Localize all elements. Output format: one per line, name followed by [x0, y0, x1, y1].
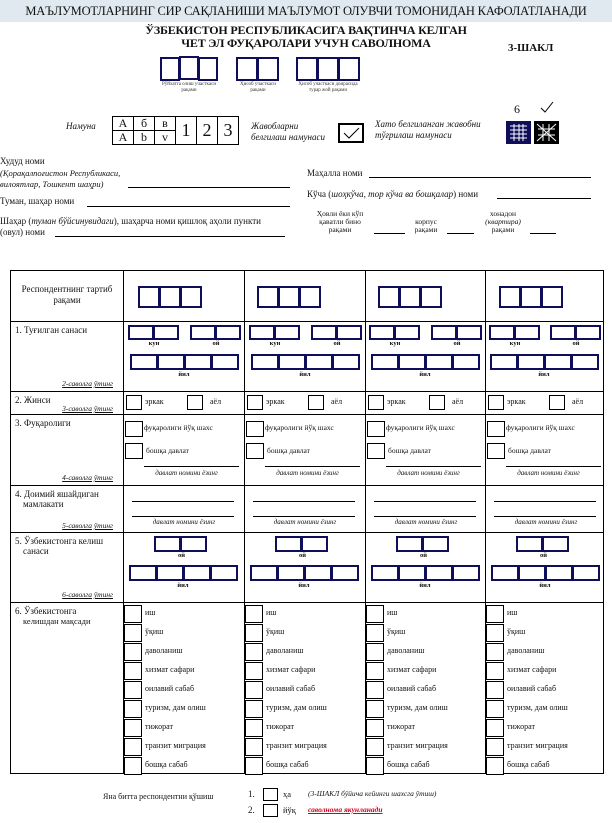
- no-label: йўқ: [283, 805, 296, 815]
- purpose-option-label: бошқа сабаб: [507, 760, 550, 769]
- purpose-option-label: ўқиш: [507, 627, 526, 636]
- purpose-option-label: оилавий сабаб: [266, 684, 316, 693]
- purpose-option-label: транзит миграция: [145, 741, 206, 750]
- purpose-option-label: оилавий сабаб: [387, 684, 437, 693]
- country-line-1[interactable]: [132, 501, 234, 502]
- answer-mark-label: Жавобларни белгилаш намунаси: [251, 121, 325, 142]
- purpose-option-label: ўқиш: [266, 627, 285, 636]
- sample-label: Намуна: [66, 121, 96, 131]
- stateless-checkbox[interactable]: [367, 421, 385, 437]
- purpose-checkbox[interactable]: [366, 624, 384, 642]
- purpose-option-label: транзит миграция: [387, 741, 448, 750]
- correction-check-icon: [539, 100, 555, 116]
- purpose-checkbox[interactable]: [245, 719, 263, 737]
- country-name-input[interactable]: [144, 466, 239, 467]
- row-citizenship: 3. Фуқаролиги 4-саволга ўтинг фуқаролиги йўқ шахс бошқа давлат давлат номини ёзинг фуқаролиги йўқ шахс бошқа давлат давлат номини ёзинг фуқаролиги йўқ шахс бошқа давлат давлат номини ёзинг фуқаролиги йўқ шахс бошқа давлат давлат номини ёзинг: [11, 414, 603, 485]
- purpose-checkbox[interactable]: [366, 605, 384, 623]
- respondent-4-residence: давлат номини ёзинг: [485, 486, 603, 532]
- purpose-option-label: хизмат сафари: [387, 665, 437, 674]
- yes-note: (3-ШАКЛ бўйича кейинги шахсга ўтиш): [308, 789, 437, 798]
- stateless-checkbox[interactable]: [246, 421, 264, 437]
- settlement-input[interactable]: [55, 236, 285, 237]
- purpose-checkbox[interactable]: [366, 738, 384, 756]
- mahalla-input[interactable]: [369, 177, 591, 178]
- stateless-checkbox[interactable]: [125, 421, 143, 437]
- purpose-option-label: туризм, дам олиш: [145, 703, 206, 712]
- purpose-checkbox[interactable]: [245, 681, 263, 699]
- row-birth-date: 1. Туғилган санаси 2-саволга ўтинг кун ой йил кун ой йил кун ой йил кун ой йил: [11, 321, 603, 391]
- mahalla-label: Маҳалла номи: [307, 168, 363, 178]
- purpose-option-label: иш: [145, 608, 156, 617]
- purpose-option-label: даволаниш: [387, 646, 425, 655]
- purpose-checkbox[interactable]: [486, 643, 504, 661]
- form-code: 3-ШАКЛ: [508, 42, 554, 54]
- purpose-checkbox[interactable]: [124, 643, 142, 661]
- purpose-checkbox[interactable]: [124, 605, 142, 623]
- add-respondent-no-checkbox[interactable]: [263, 804, 278, 817]
- purpose-option-label: туризм, дам олиш: [266, 703, 327, 712]
- purpose-option-label: бошқа сабаб: [145, 760, 188, 769]
- purpose-checkbox[interactable]: [124, 757, 142, 775]
- country-name-input[interactable]: [386, 466, 481, 467]
- respondent-1-birth-date[interactable]: кун ой йил: [123, 322, 244, 391]
- purpose-checkbox[interactable]: [366, 662, 384, 680]
- other-state-checkbox[interactable]: [125, 443, 143, 459]
- purpose-checkbox[interactable]: [366, 700, 384, 718]
- country-name-input[interactable]: [506, 466, 601, 467]
- female-checkbox[interactable]: [308, 395, 324, 410]
- other-state-checkbox[interactable]: [246, 443, 264, 459]
- female-checkbox[interactable]: [549, 395, 565, 410]
- respondent-1-residence: давлат номини ёзинг: [123, 486, 244, 532]
- male-checkbox[interactable]: [368, 395, 384, 410]
- house-input[interactable]: [374, 233, 405, 234]
- purpose-checkbox[interactable]: [124, 624, 142, 642]
- purpose-checkbox[interactable]: [245, 643, 263, 661]
- confidentiality-banner: МАЪЛУМОТЛАРНИНГ СИР САҚЛАНИШИ МАЪЛУМОТ ОЛУВЧИ ТОМОНИДАН КАФОЛАТЛАНАДИ: [0, 0, 612, 22]
- purpose-option-label: иш: [266, 608, 277, 617]
- purpose-checkbox[interactable]: [124, 700, 142, 718]
- purpose-checkbox[interactable]: [124, 681, 142, 699]
- purpose-checkbox[interactable]: [245, 624, 263, 642]
- purpose-checkbox[interactable]: [124, 662, 142, 680]
- purpose-checkbox[interactable]: [486, 719, 504, 737]
- korpus-input[interactable]: [447, 233, 474, 234]
- sample-checkmark-box: [338, 123, 364, 143]
- respondent-1-number[interactable]: [123, 271, 244, 321]
- female-checkbox[interactable]: [187, 395, 203, 410]
- respondent-4-purpose: [485, 603, 603, 774]
- purpose-checkbox[interactable]: [366, 719, 384, 737]
- apartment-input[interactable]: [530, 233, 556, 234]
- purpose-checkbox[interactable]: [366, 757, 384, 775]
- purpose-checkbox[interactable]: [486, 624, 504, 642]
- purpose-checkbox[interactable]: [124, 738, 142, 756]
- purpose-checkbox[interactable]: [245, 757, 263, 775]
- respondent-4-gender: эркак аёл: [485, 392, 603, 414]
- yes-label: ҳа: [283, 789, 292, 799]
- street-input[interactable]: [497, 198, 591, 199]
- purpose-checkbox[interactable]: [366, 643, 384, 661]
- title-line-1: ЎЗБЕКИСТОН РЕСПУБЛИКАСИГА ВАҚТИНЧА КЕЛГАН: [145, 23, 467, 37]
- purpose-option-label: туризм, дам олиш: [387, 703, 448, 712]
- checkmark-icon: [340, 125, 362, 141]
- purpose-checkbox[interactable]: [486, 700, 504, 718]
- purpose-option-label: туризм, дам олиш: [507, 703, 568, 712]
- purpose-option-label: иш: [507, 608, 518, 617]
- purpose-checkbox[interactable]: [245, 700, 263, 718]
- respondent-2-birth-date[interactable]: кун ой йил: [244, 322, 365, 391]
- country-line-1[interactable]: [253, 501, 355, 502]
- form-title: [100, 24, 512, 50]
- purpose-option-label: даволаниш: [507, 646, 545, 655]
- street-label: Кўча (шоҳкўча, тор кўча ва бошқалар) номи: [307, 189, 479, 199]
- respondent-1-arrival-date[interactable]: ой йил: [123, 533, 244, 602]
- purpose-option-label: транзит миграция: [507, 741, 568, 750]
- male-checkbox[interactable]: [247, 395, 263, 410]
- purpose-option-label: даволаниш: [145, 646, 183, 655]
- respondent-4-arrival-date[interactable]: ой йил: [485, 533, 603, 602]
- sample-characters: А б в 1 2 3 A b v: [112, 116, 239, 145]
- house-label: Ҳовли ёки кўп қаватли бино рақами: [316, 209, 364, 234]
- purpose-option-label: ўқиш: [387, 627, 406, 636]
- purpose-option-label: тижорат: [266, 722, 294, 731]
- purpose-checkbox[interactable]: [245, 605, 263, 623]
- purpose-option-label: ўқиш: [145, 627, 164, 636]
- purpose-option-label: иш: [387, 608, 398, 617]
- country-line-2[interactable]: [494, 516, 596, 517]
- country-line-1[interactable]: [374, 501, 476, 502]
- row-visit-purpose: 6. Ўзбекистонга келишдан мақсади иш ўқиш даволаниш хизмат сафари оилавий сабаб туризм, дам олиш тижорат транзит миграция бошқа сабаб иш ўқиш даволаниш хизмат сафари оилавий сабаб туризм, дам олиш тижорат транзит миграция бошқа сабаб иш ўқиш даволаниш хизмат сафари оилавий сабаб туризм, дам олиш тижорат транзит миграция бошқа сабаб иш ўқиш даволаниш хизмат сафари оилавий сабаб туризм, дам олиш тижорат транзит миграция бошқа сабаб: [11, 602, 603, 774]
- purpose-option-label: оилавий сабаб: [507, 684, 557, 693]
- purpose-option-label: оилавий сабаб: [145, 684, 195, 693]
- row-gender: 2. Жинси 3-саволга ўтинг эркак аёл эркак аёл эркак аёл эркак аёл: [11, 391, 603, 414]
- correction-label: Хато белгиланган жавобни тўғрилаш намунаси: [375, 119, 481, 140]
- purpose-option-label: тижорат: [145, 722, 173, 731]
- row-residence-country: 4. Доимий яшайдиган мамлакати 5-саволга ўтинг давлат номини ёзинг давлат номини ёзинг давлат номини ёзинг давлат номини ёзинг: [11, 485, 603, 532]
- respondent-3-purpose: [365, 603, 485, 774]
- other-state-checkbox[interactable]: [487, 443, 505, 459]
- purpose-checkbox[interactable]: [245, 662, 263, 680]
- region-label: Худуд номи: [0, 156, 45, 166]
- crossed-box-icon: [534, 121, 559, 144]
- purpose-option-label: тижорат: [507, 722, 535, 731]
- respondent-2-purpose: [244, 603, 365, 774]
- region-input[interactable]: [128, 187, 290, 188]
- purpose-option-label: хизмат сафари: [266, 665, 316, 674]
- purpose-option-label: бошқа сабаб: [387, 760, 430, 769]
- end-survey-note: саволнома якунланади: [308, 805, 383, 814]
- add-respondent-question: Яна битта респондентни қўшиш: [103, 792, 214, 801]
- country-line-2[interactable]: [253, 516, 355, 517]
- stateless-checkbox[interactable]: [487, 421, 505, 437]
- respondent-4-citizenship: фуқаролиги йўқ шахс бошқа давлат давлат номини ёзинг: [485, 415, 603, 485]
- settlement-label: Шаҳар (туман бўйсинувидаги), шаҳарча номи қишлоқ аҳоли пункти (овул) номи: [0, 216, 261, 237]
- purpose-checkbox[interactable]: [366, 681, 384, 699]
- respondent-1-purpose: [123, 603, 244, 774]
- purpose-option-label: тижорат: [387, 722, 415, 731]
- purpose-checkbox[interactable]: [486, 738, 504, 756]
- scribbled-digit-icon: [506, 121, 531, 144]
- respondent-2-citizenship: фуқаролиги йўқ шахс бошқа давлат давлат номини ёзинг: [244, 415, 365, 485]
- respondent-4-birth-date[interactable]: кун ой йил: [485, 322, 603, 391]
- country-name-input[interactable]: [265, 466, 360, 467]
- male-checkbox[interactable]: [488, 395, 504, 410]
- respondent-2-arrival-date[interactable]: ой йил: [244, 533, 365, 602]
- purpose-checkbox[interactable]: [486, 681, 504, 699]
- purpose-checkbox[interactable]: [124, 719, 142, 737]
- purpose-checkbox[interactable]: [486, 757, 504, 775]
- respondent-table: [10, 270, 604, 774]
- apartment-label: хонадон (квартира) рақами: [485, 209, 521, 234]
- respondent-2-residence: давлат номини ёзинг: [244, 486, 365, 532]
- respondent-2-gender: эркак аёл: [244, 392, 365, 414]
- korpus-label: корпус рақами: [414, 217, 438, 234]
- region-hint: (Қорақалпоғистон Республикаси, вилоятлар, Тошкент шаҳри): [0, 168, 121, 189]
- respondent-3-citizenship: фуқаролиги йўқ шахс бошқа давлат давлат номини ёзинг: [365, 415, 485, 485]
- respondent-3-birth-date[interactable]: кун ой йил: [365, 322, 485, 391]
- country-line-2[interactable]: [374, 516, 476, 517]
- respondent-1-citizenship: фуқаролиги йўқ шахс бошқа давлат давлат номини ёзинг: [123, 415, 244, 485]
- purpose-checkbox[interactable]: [245, 738, 263, 756]
- row-respondent-number: Респондентнинг тартиб рақами: [11, 271, 603, 321]
- respondent-2-number[interactable]: [244, 271, 365, 321]
- district-input[interactable]: [87, 206, 290, 207]
- add-respondent-yes-checkbox[interactable]: [263, 788, 278, 801]
- respondent-3-residence: давлат номини ёзинг: [365, 486, 485, 532]
- respondent-4-number[interactable]: [485, 271, 603, 321]
- respondent-3-gender: эркак аёл: [365, 392, 485, 414]
- row-arrival-date: 5. Ўзбекистонга келиш санаси 6-саволга ўтинг ой йил ой йил ой йил ой йил: [11, 532, 603, 602]
- other-state-checkbox[interactable]: [367, 443, 385, 459]
- purpose-checkbox[interactable]: [486, 662, 504, 680]
- purpose-option-label: даволаниш: [266, 646, 304, 655]
- purpose-option-label: хизмат сафари: [145, 665, 195, 674]
- correction-digit: 6: [514, 102, 520, 116]
- female-checkbox[interactable]: [429, 395, 445, 410]
- purpose-option-label: бошқа сабаб: [266, 760, 309, 769]
- purpose-option-label: хизмат сафари: [507, 665, 557, 674]
- district-label: Туман, шаҳар номи: [0, 196, 75, 206]
- country-line-1[interactable]: [494, 501, 596, 502]
- respondent-1-gender: эркак аёл: [123, 392, 244, 414]
- purpose-checkbox[interactable]: [486, 605, 504, 623]
- country-line-2[interactable]: [132, 516, 234, 517]
- male-checkbox[interactable]: [126, 395, 142, 410]
- respondent-3-number[interactable]: [365, 271, 485, 321]
- title-line-2: ЧЕТ ЭЛ ФУҚАРОЛАРИ УЧУН САВОЛНОМА: [181, 36, 431, 50]
- purpose-option-label: транзит миграция: [266, 741, 327, 750]
- respondent-3-arrival-date[interactable]: ой йил: [365, 533, 485, 602]
